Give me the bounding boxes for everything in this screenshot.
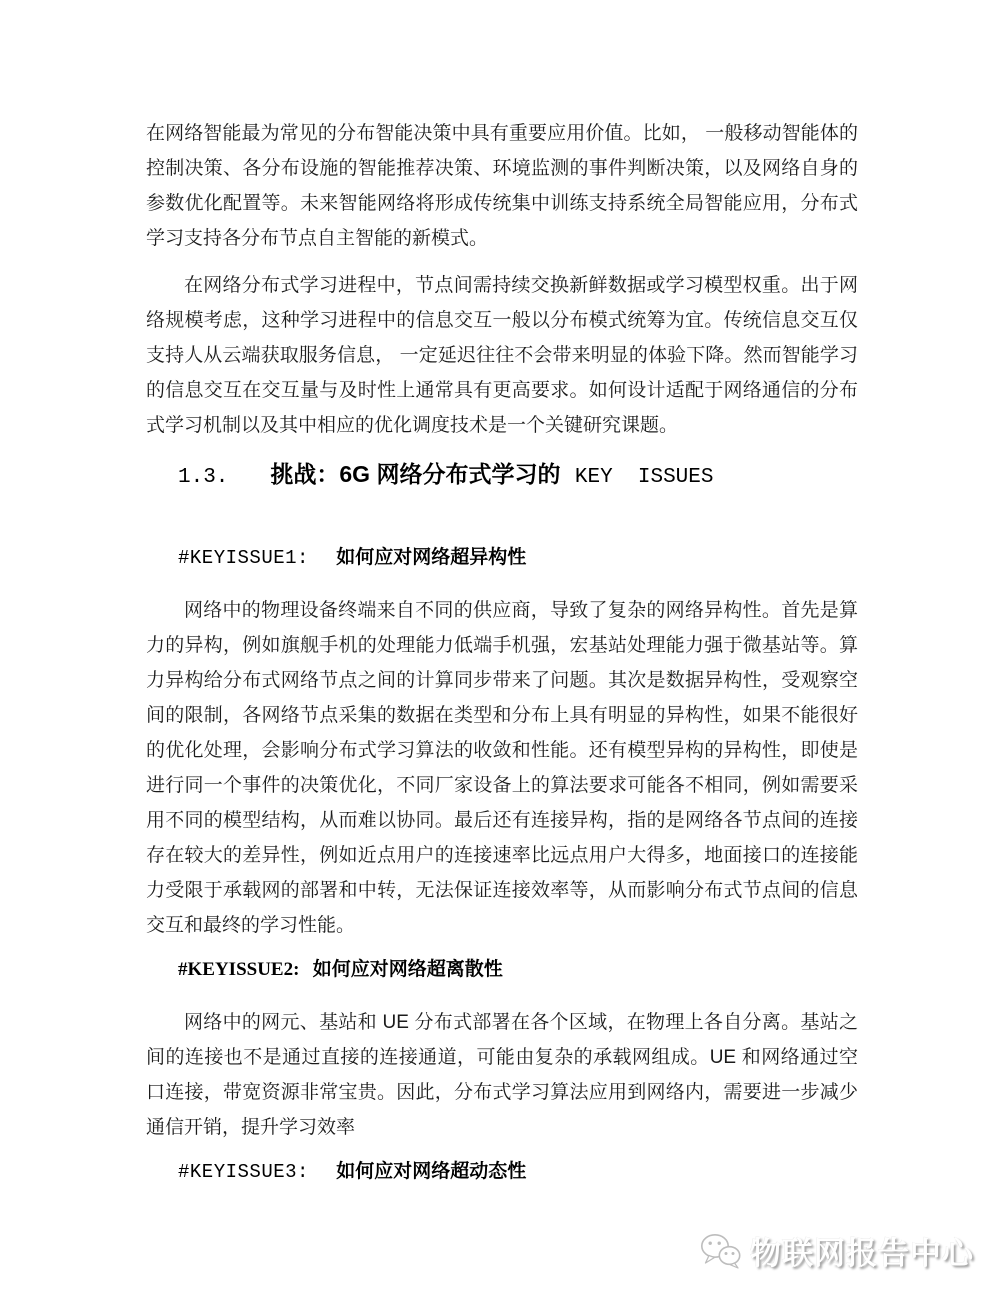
section-title-en: KEY ISSUES (574, 466, 714, 489)
page-content (146, 116, 858, 1207)
key-issue-2-label: #KEYISSUE2: (178, 959, 300, 980)
key-issue-1 (146, 545, 858, 943)
key-issue-2 (146, 957, 858, 1145)
key-issue-2-heading (146, 957, 858, 983)
watermark-text: 物联网报告中心 (750, 1236, 974, 1271)
wechat-icon (700, 1232, 742, 1270)
key-issue-2-body: 网络中的网元、基站和 UE 分布式部署在各个区域，在物理上各自分离。基站之间的连接也不是通过直接的连接通道，可能由复杂的承载网组成。UE 和网络通过空口连接，带宽资源非常宝贵。因此，分布式学习算法应用到网络内，需要进一步减少通信开销，提升学习效率 (146, 1012, 858, 1138)
section-heading (146, 459, 858, 493)
key-issue-3 (146, 1159, 858, 1185)
key-issue-3-heading (146, 1159, 858, 1185)
key-issue-1-title: 如何应对网络超异构性 (336, 547, 527, 568)
section-title-cn: 挑战：6G 网络分布式学习的 (270, 461, 561, 487)
key-issue-1-heading (146, 545, 858, 571)
section-number: 1.3. (178, 466, 229, 489)
watermark (700, 1228, 974, 1273)
key-issue-1-body: 网络中的物理设备终端来自不同的供应商，导致了复杂的网络异构性。首先是算力的异构，例如旗舰手机的处理能力低端手机强，宏基站处理能力强于微基站等。算力异构给分布式网络节点之间的计算同步带来了问题。其次是数据异构性，受观察空间的限制，各网络节点采集的数据在类型和分布上具有明显的异构性，如果不能很好的优化处理，会影响分布式学习算法的收敛和性能。还有模型异构的异构性，即使是进行同一个事件的决策优化，不同厂家设备上的算法要求可能各不相同，例如需要采用不同的模型结构，从而难以协同。最后还有连接异构，指的是网络各节点间的连接存在较大的差异性，例如近点用户的连接速率比远点用户大得多，地面接口的连接能力受限于承载网的部署和中转，无法保证连接效率等，从而影响分布式节点间的信息交互和最终的学习性能。 (146, 600, 858, 936)
key-issue-3-label: #KEYISSUE3: (178, 1161, 309, 1183)
key-issue-1-label: #KEYISSUE1: (178, 547, 309, 569)
key-issue-2-title: 如何应对网络超离散性 (312, 959, 503, 980)
key-issue-3-title: 如何应对网络超动态性 (336, 1161, 527, 1182)
paragraph-intro-2: 在网络分布式学习进程中，节点间需持续交换新鲜数据或学习模型权重。出于网络规模考虑，这种学习进程中的信息交互一般以分布模式统筹为宜。传统信息交互仅支持人从云端获取服务信息， 一定延迟往往不会带来明显的体验下降。然而智能学习的信息交互在交互量与及时性上通常具有更高要求。如何设计适配于网络通信的分布式学习机制以及其中相应的优化调度技术是一个关键研究课题。 (146, 275, 858, 436)
paragraph-intro-1: 在网络智能最为常见的分布智能决策中具有重要应用价值。比如， 一般移动智能体的控制决策、各分布设施的智能推荐决策、环境监测的事件判断决策，以及网络自身的参数优化配置等。未来智能网络将形成传统集中训练支持系统全局智能应用，分布式学习支持各分布节点自主智能的新模式。 (146, 123, 858, 249)
